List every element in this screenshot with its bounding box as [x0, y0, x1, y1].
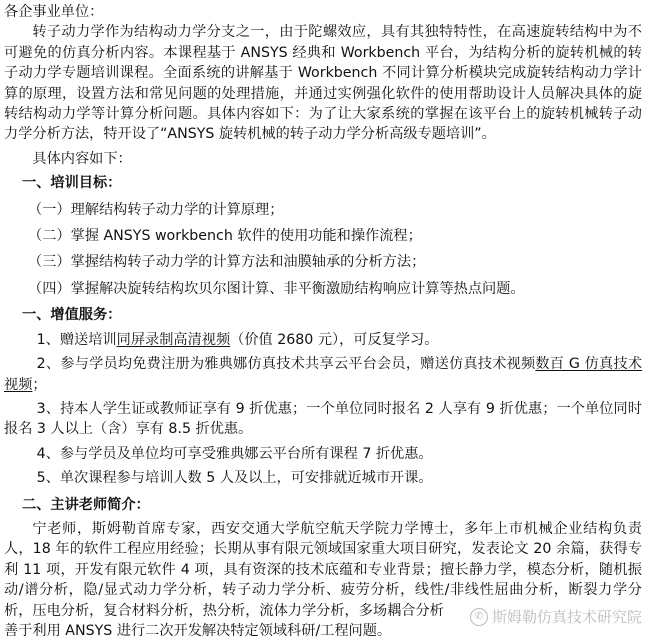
section-lecturer-title: 二、主讲老师简介：: [22, 496, 150, 513]
goal-item-1: （一）理解结构转子动力学的计算原理；: [28, 201, 284, 218]
wechat-logo-icon: ✆: [470, 608, 488, 626]
section-value-added-title: 一、增值服务：: [22, 307, 122, 324]
service-item-4: 4、参与学员及单位均可享受雅典娜云平台所有课程 7 折优惠。: [36, 445, 433, 462]
lecturer-bio-last-line: 善于利用 ANSYS 进行二次开发解决特定领域科研/工程问题。: [4, 622, 392, 639]
service-item-2-prefix: 2、参与学员均免费注册为雅典娜仿真技术共享云平台会员，赠送仿真技术视频: [36, 356, 536, 373]
goal-item-4: （四）掌握解决旋转结构坎贝尔图计算、非平衡激励结构响应计算等热点问题。: [28, 280, 525, 297]
greeting: 各企事业单位：: [4, 4, 104, 20]
service-item-1-suffix: （价值 2680 元），可反复学习。: [230, 331, 439, 348]
content-intro: 具体内容如下：: [32, 150, 132, 167]
wechat-watermark: [468, 607, 644, 627]
service-item-1: [4, 330, 642, 350]
lecturer-bio: 宁老师，斯姆勒首席专家，西安交通大学航空航天学院力学博士，多年上市机械企业结构负责人，18 年的软件工程应用经验；长期从事有限元领域国家重大项目研究，发表论文 20 余篇，获得专利 11 项，开发有限元软件 4 项，具有资深的技术底蕴和专业背景；擅长静力学，模态分析，随机振动/谱分析，隐/显式动力学分析，转子动力学分析、疲劳分析，线性/非线性屈曲分析，断裂力学分析，压电分析，复合材料分析，热分析，流体力学分析，多场耦合分析: [4, 520, 642, 619]
goal-item-3: （三）掌握结构转子动力学的计算方法和油膜轴承的分析方法；: [28, 254, 426, 271]
service-item-2: [4, 354, 642, 395]
service-item-1-link[interactable]: 同屏录制高清视频: [116, 331, 231, 348]
service-item-5: 5、单次课程参与培训人数 5 人及以上，可安排就近城市开课。: [36, 470, 433, 487]
service-item-3: 3、持本人学生证或教师证享有 9 折优惠；一个单位同时报名 2 人享有 9 折优惠；一个单位同时报名 3 人以上（含）享有 8.5 折优惠。: [4, 400, 642, 438]
goal-item-2: （二）掌握 ANSYS workbench 软件的使用功能和操作流程；: [28, 228, 422, 245]
watermark-text: 斯姆勒仿真技术研究院: [491, 607, 642, 626]
section-training-goals-title: 一、培训目标：: [22, 175, 122, 192]
service-item-2-link[interactable]: 数百 G 仿真技术视频: [4, 356, 643, 393]
service-item-2-suffix: ；: [32, 376, 47, 393]
service-item-1-prefix: 1、赠送培训: [36, 331, 117, 348]
intro-paragraph: 转子动力学作为结构动力学分支之一，由于陀螺效应，具有其独特特性，在高速旋转结构中为不可避免的仿真分析内容。本课程基于 ANSYS 经典和 Workbench 平台，为结构分析的旋转机械的转子动力学专题培训课程。全面系统的讲解基于 Workbench 不同计算分析模块完成旋转结构动力学计算的原理，设置方法和常见问题的处理措施，并通过实例强化软件的使用帮助设计人员解决具体的旋转结构动力学等计算分析问题。具体内容如下：为了让大家系统的掌握在该平台上的旋转机械转子动力学分析方法，特开设了“ANSYS 旋转机械的转子动力学分析高级专题培训”。: [4, 24, 642, 143]
